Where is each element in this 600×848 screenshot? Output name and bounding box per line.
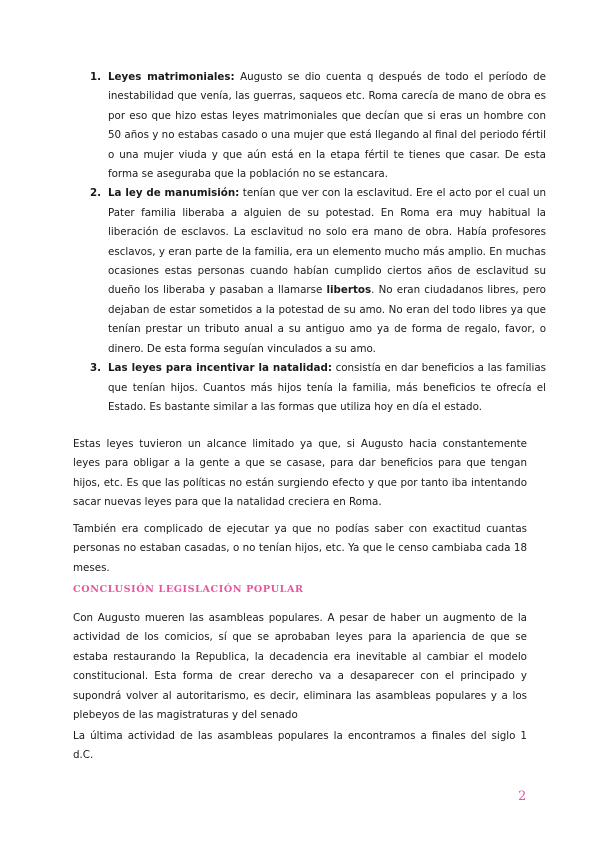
list-number: 3. <box>90 362 102 375</box>
section-heading: CONCLUSIÓN LEGISLACIÓN POPULAR <box>73 584 304 595</box>
laws-list <box>90 68 546 417</box>
page-number: 2 <box>518 789 527 804</box>
list-item-matrimonial-laws <box>90 68 546 184</box>
law-text: consistía en dar beneficios a las familias que tenían hijos. Cuantos más hijos tenía la familia, más beneficios te ofrecía el Estado. Es bastante similar a las formas que utiliza hoy en día el estado. <box>108 362 546 413</box>
law-title: Las leyes para incentivar la natalidad: <box>108 362 332 375</box>
law-title: Leyes matrimoniales: <box>108 71 235 83</box>
list-number: 1. <box>90 71 102 83</box>
law-bold-term: libertos <box>326 284 372 297</box>
law-title: La ley de manumisión: <box>108 187 240 200</box>
list-number: 2. <box>90 187 102 200</box>
list-item-manumission-law <box>90 184 547 359</box>
paragraph: También era complicado de ejecutar ya que no podías saber con exactitud cuantas personas no estaban casadas, o no tenían hijos, etc. Ya que le censo cambiaba cada 18 meses. <box>73 523 527 574</box>
law-text: Augusto se dio cuenta q después de todo el período de inestabilidad que venía, las guerras, saqueos etc. Roma carecía de mano de obra es por eso que hizo estas leyes matrimoniales que decían que si eras un hombre con 50 años y no estabas casado o una mujer que está llegando al final del periodo fértil o una mujer viuda y que aún está en la etapa fértil te tienes que casar. De esta forma se aseguraba que la población no se estancara. <box>108 71 546 181</box>
law-text: tenían que ver con la esclavitud. Ere el acto por el cual un Pater familia liberaba a alguien de su potestad. En Roma era muy habitual la liberación de esclavos. La esclavitud no solo era mano de obra. Había profesores esclavos, y eran parte de la familia, era un elemento mucho más amplio. En muchas ocasiones estas personas cuando habían cumplido ciertos años de esclavitud su dueño los liberaba y pasaban a llamarse <box>108 187 547 297</box>
paragraph: Con Augusto mueren las asambleas populares. A pesar de haber un augmento de la actividad de los comicios, sí que se aprobaban leyes para la apariencia de que se estaba restaurando la Republica, la decadencia era inevitable al cambiar el modelo constitucional. Esta forma de crear derecho va a desaparecer con el principado y supondrá volver al autoritarismo, es decir, eliminara las asambleas populares y a los plebeyos de las magistraturas y del senado <box>73 612 527 722</box>
paragraph: La última actividad de las asambleas populares la encontramos a finales del siglo 1 d.C. <box>73 730 527 762</box>
law-text: . No eran ciudadanos libres, pero dejaban de estar sometidos a la potestad de su amo. No eran del todo libres ya que tenían prestar un tributo anual a su antiguo amo ya de forma de regalo, favor, o dinero. De esta forma seguían vinculados a su amo. <box>108 284 546 355</box>
list-item-natality-laws <box>90 359 546 417</box>
paragraph: Estas leyes tuvieron un alcance limitado ya que, si Augusto hacia constantemente leyes para obligar a la gente a que se casase, para dar beneficios para que tengan hijos, etc. Es que las políticas no están surgiendo efecto y que por tanto iba intentando sacar nuevas leyes para que la natalidad creciera en Roma. <box>73 438 527 509</box>
